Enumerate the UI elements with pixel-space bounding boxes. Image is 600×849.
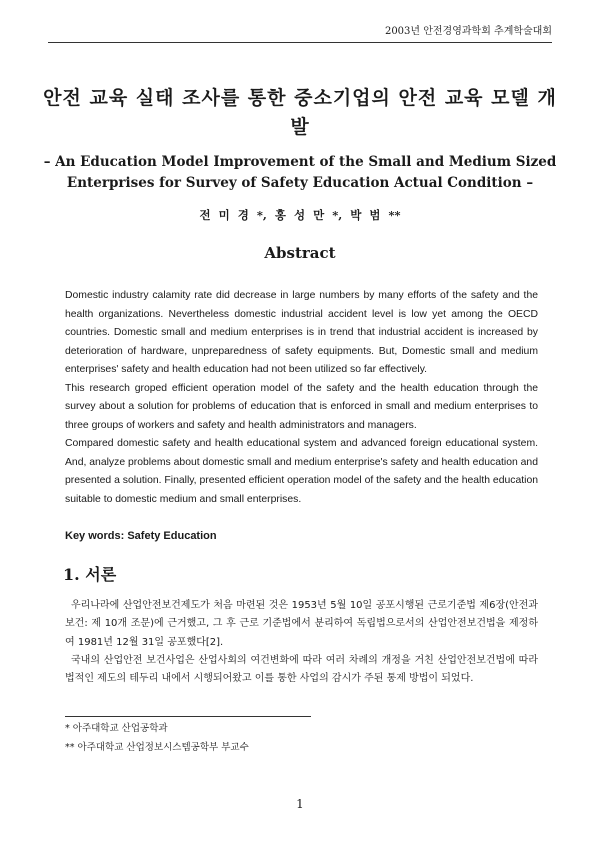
abstract-body [65,287,538,509]
abstract-paragraph: Compared domestic safety and health educational system and advanced foreign educational system. And, analyze problems about domestic small and medium enterprise's safety and health education and presented a solution. Finally, presented efficient operation model of the safety and the health education suitable to domestic medium and small enterprises. [65,438,538,505]
footnote: * 아주대학교 산업공학과 [65,723,168,734]
authors: 전 미 경 *, 홍 성 만 *, 박 범 ** [199,208,401,222]
footnote-divider [65,716,311,717]
body-paragraph: 우리나라에 산업안전보건제도가 처음 마련된 것은 1953년 5월 10일 공포시행된 근로기준법 제6장(안전과 보건: 제 10개 조문)에 근거했고, 그 후 근로 기준법에서 분리하여 독립법으로서의 산업안전보건법을 제정하여 1981년 12월 31일 공포했다[2]. [65,600,538,648]
abstract-paragraph: This research groped efficient operation model of the safety and the health education through the survey about a solution for problems of education that is enforced in small and medium enterprises to three groups of workers and safety and health administrators and managers. [65,382,538,431]
running-head: 2003년 안전경영과학회 추계학술대회 [48,22,552,43]
title-korean: 안전 교육 실태 조사를 통한 중소기업의 안전 교육 모델 개발 [43,87,557,138]
title-english: – An Education Model Improvement of the Small and Medium Sized Enterprises for Survey of Safety Education Actual Condition – [43,154,557,191]
body-paragraph: 국내의 산업안전 보건사업은 산업사회의 여건변화에 따라 여러 차례의 개정을 거친 산업안전보건법에 따라 법적인 제도의 테두리 내에서 시행되어왔고 이를 통한 사업의 감시가 주된 통제 방법이 되었다. [65,654,538,685]
page-number: 1 [296,797,304,811]
section-body [65,597,538,688]
footnote: ** 아주대학교 산업정보시스템공학부 부교수 [65,742,249,753]
page-header [48,22,552,43]
footnotes [65,719,249,757]
section-heading: 1. 서론 [63,565,117,584]
abstract-paragraph: Domestic industry calamity rate did decrease in large numbers by many efforts of the safety and the health organizations. Nevertheless domestic industrial accident level is low yet among the OECD countries. Domestic small and medium enterprises is in trend that industrial accident is increased by deterioration of hardware, unpreparedness of safety equipments. But, Domestic small and medium enterprises' safety and health education had not been utilized so far effectively. [65,290,538,375]
abstract-heading: Abstract [264,244,336,262]
keywords: Key words: Safety Education [65,530,217,542]
